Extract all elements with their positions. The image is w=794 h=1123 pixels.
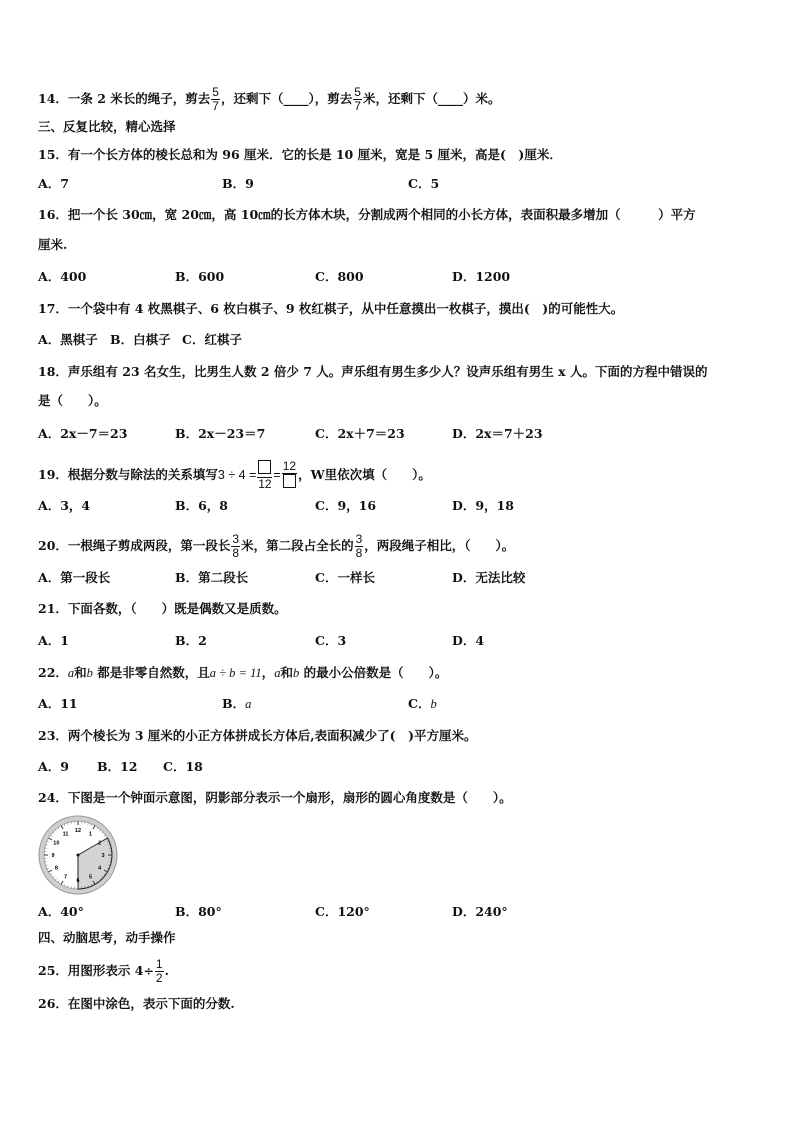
q22-text: 和 [74,665,87,680]
clock-number: 2 [98,840,102,847]
numerator: 5 [354,85,361,99]
option-label: B． [222,696,246,711]
question-26: 26．在图中涂色，表示下面的分数. [38,996,235,1011]
option-c: C．800 [315,269,364,284]
option-a: A．40° [38,904,84,919]
option-c: C．红棋子 [182,332,242,347]
question-18-cont: 是（ ）。 [38,393,107,408]
clock-number: 3 [101,853,105,859]
section-heading-4: 四、动脑思考，动手操作 [38,930,176,945]
q22-text: 都是非零自然数，且 [97,665,210,680]
option-d: D．240° [452,904,508,919]
option-b: B．80° [175,904,222,919]
denominator: 8 [355,546,363,560]
q19-text: 19．根据分数与除法的关系填写 [38,467,218,482]
fraction [257,460,272,491]
numerator: 12 [282,459,297,473]
option-b: B．白棋子 [110,332,171,347]
q25-text: . [164,963,169,978]
option-label: C． [408,696,431,711]
option-d: D．2x＝7＋23 [452,426,543,441]
question-25 [38,958,169,985]
question-16: 16．把一个长 30㎝，宽 20㎝，高 10㎝的长方体木块，分割成两个相同的小长方体，表面积最多增加（ ）平方 [38,207,696,222]
fraction [211,86,220,113]
option-b: B．9 [222,176,254,191]
option-c: C．120° [315,904,370,919]
option-b: B．12 [97,759,138,774]
var-a: a [245,697,252,711]
fraction [231,533,240,560]
option-a: A．400 [38,269,87,284]
option-a: A．3，4 [38,498,91,513]
q14-text: 14．一条 2 米长的绳子，剪去 [38,91,211,106]
clock-face-figure [38,815,118,895]
var-a: a [67,666,75,680]
clock-number: 9 [51,853,55,859]
var-b: b [430,697,437,711]
question-14 [38,86,500,113]
clock-number: 1 [88,831,93,838]
q22-text: 的最小公倍数是（ ）。 [303,665,448,680]
option-c [408,696,437,712]
option-c: C．一样长 [315,570,375,585]
var-b: b [86,666,93,680]
clock-number: 6 [76,878,80,884]
question-20 [38,533,514,560]
question-21: 21．下面各数，（ ）既是偶数又是质数。 [38,601,287,616]
q22-text: ， [261,665,275,680]
option-b [222,696,251,712]
denominator: 2 [155,971,163,985]
clock-number: 12 [74,828,82,834]
question-18: 18．声乐组有 23 名女生，比男生人数 2 倍少 7 人。声乐组有男生多少人？设声乐组有男生 x 人。下面的方程中错误的 [38,364,708,379]
option-a: A．黑棋子 [38,332,98,347]
clock-center [77,854,80,857]
q14-text: 米，还剩下（____）米。 [362,91,501,106]
option-a: A．2x－7＝23 [38,426,128,441]
q14-text: ，还剩下（____），剪去 [220,91,353,106]
question-19 [38,460,431,491]
question-15: 15．有一个长方体的棱长总和为 96 厘米．它的长是 10 厘米，宽是 5 厘米，高是( )厘米． [38,147,562,162]
option-c: C．9，16 [315,498,377,513]
section-heading-3: 三、反复比较，精心选择 [38,119,176,134]
fraction [155,958,164,985]
option-b: B．6，8 [175,498,228,513]
option-c: C．18 [163,759,203,774]
clock-number: 7 [63,874,68,881]
option-b: B．2x－23＝7 [175,426,266,441]
numerator-box [257,460,272,478]
option-a: A．11 [38,696,78,711]
clock-number: 5 [88,874,93,881]
option-a: A．1 [38,633,69,648]
question-23: 23．两个棱长为 3 厘米的小正方体拼成长方体后,表面积减少了( )平方厘米。 [38,728,477,743]
numerator: 1 [155,957,163,971]
q22-text: 和 [280,665,293,680]
option-b: B．600 [175,269,225,284]
numerator: 3 [355,532,363,546]
option-c: C．2x＋7＝23 [315,426,405,441]
var-b: b [292,666,300,680]
question-22 [38,665,447,681]
equals: = [273,468,281,482]
q20-text: 20．一根绳子剪成两段，第一段长 [38,538,231,553]
question-16-cont: 厘米. [38,237,68,252]
option-a: A．第一段长 [38,570,111,585]
fraction [353,86,362,113]
option-c: C．3 [315,633,347,648]
expression: 3 ÷ 4 = [217,468,257,482]
var-a: a [274,666,281,680]
numerator: 5 [212,85,219,99]
option-d: D．4 [452,633,485,648]
clock-number: 4 [98,865,102,872]
question-24: 24．下图是一个钟面示意图，阴影部分表示一个扇形，扇形的圆心角度数是（ ）。 [38,790,512,805]
q22-number: 22． [38,665,68,680]
option-c: C．5 [408,176,440,191]
question-17: 17．一个袋中有 4 枚黑棋子、6 枚白棋子、9 枚红棋子，从中任意摸出一枚棋子，摸出( )的可能性大。 [38,301,624,316]
denominator: 7 [212,99,219,113]
q19-text: ，W里依次填（ ）。 [298,467,431,482]
denominator: 8 [232,546,240,560]
denominator: 7 [354,99,361,113]
expression: a ÷ b = 11 [209,666,262,680]
option-b: B．2 [175,633,207,648]
denominator: 12 [258,477,272,491]
clock-number: 11 [62,831,69,838]
denominator-box [283,474,296,491]
option-b: B．第二段长 [175,570,249,585]
option-d: D．无法比较 [452,570,526,585]
option-d: D．9，18 [452,498,514,513]
numerator: 3 [232,532,240,546]
q20-text: ，两段绳子相比，（ ）。 [364,538,515,553]
clock-number: 8 [54,865,58,872]
fraction [355,533,364,560]
option-a: A．7 [38,176,69,191]
q20-text: 米，第二段占全长的 [241,538,354,553]
option-d: D．1200 [452,269,511,284]
option-a: A．9 [38,759,69,774]
fraction [282,460,297,491]
clock-number: 10 [53,840,60,847]
q25-text: 25．用图形表示 4÷ [38,963,154,978]
